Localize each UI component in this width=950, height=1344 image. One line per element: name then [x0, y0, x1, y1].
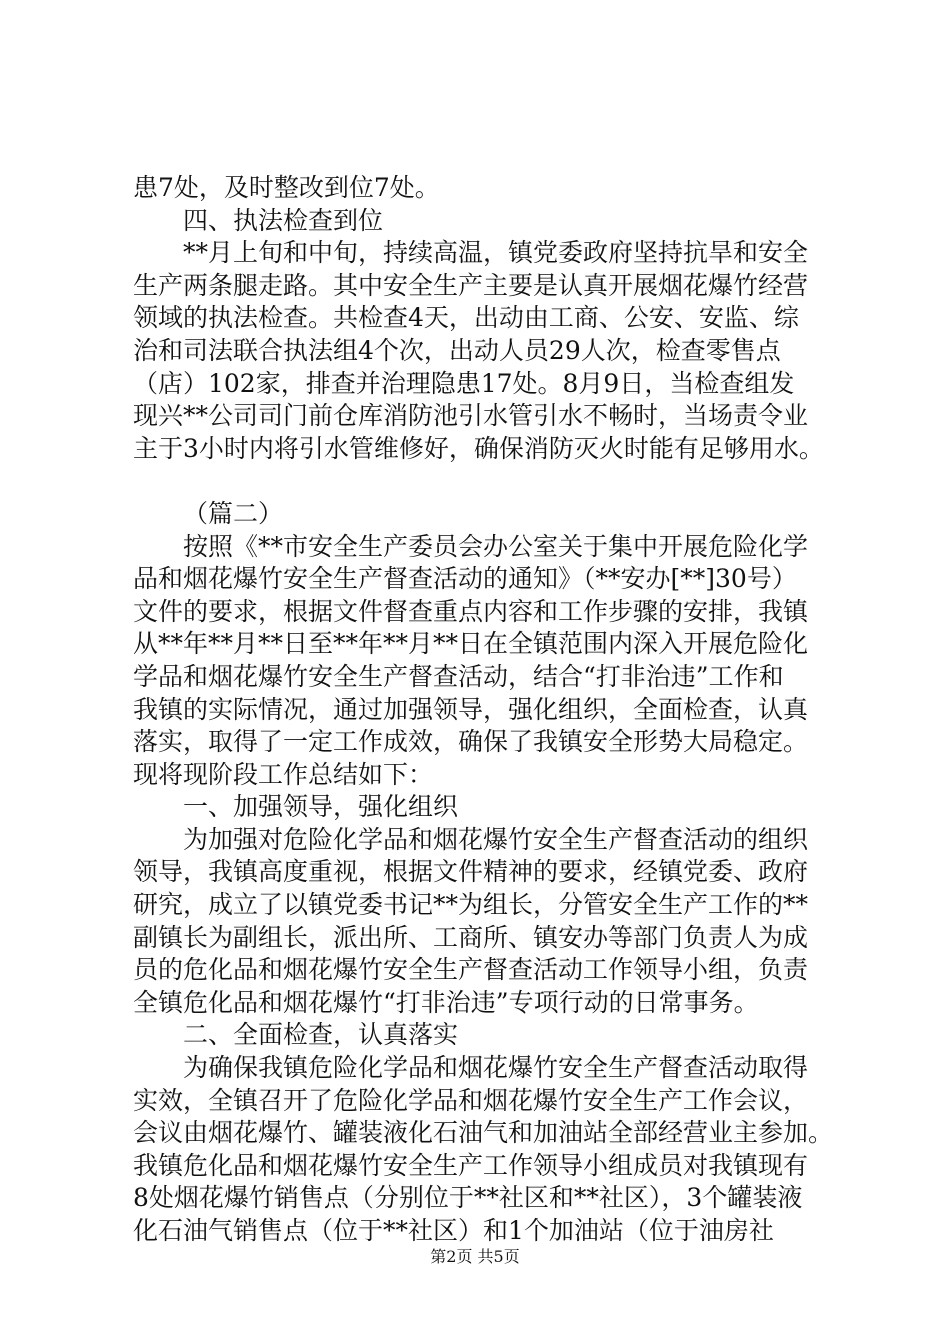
text-line: 现将现阶段工作总结如下： [133, 759, 434, 789]
text-line: 二、全面检查，认真落实 [183, 1020, 459, 1050]
text-line: （店）102家，排查并治理隐患17处。8月9日，当检查组发 [133, 368, 795, 398]
text-line: 文件的要求，根据文件督查重点内容和工作步骤的安排，我镇 [133, 596, 809, 626]
text-line: 治和司法联合执法组4个次，出动人员29人次，检查零售点 [133, 335, 781, 365]
text-line: 化石油气销售点（位于**社区）和1个加油站（位于油房社 [133, 1216, 774, 1245]
text-line: 我镇危化品和烟花爆竹安全生产工作领导小组成员对我镇现有 [133, 1150, 809, 1180]
text-line: 领导，我镇高度重视，根据文件精神的要求，经镇党委、政府 [133, 857, 809, 887]
text-line: 一、加强领导，强化组织 [183, 792, 459, 822]
document-body [133, 172, 833, 1248]
blank-line [133, 465, 833, 498]
text-line: 研究，成立了以镇党委书记**为组长，分管安全生产工作的** [133, 890, 809, 920]
page-footer: 第2页 共5页 [430, 1247, 520, 1266]
text-line: 按照《**市安全生产委员会办公室关于集中开展危险化学 [183, 531, 809, 561]
text-line: 从**年**月**日至**年**月**日在全镇范围内深入开展危险化 [133, 629, 809, 659]
text-line: 全镇危化品和烟花爆竹“打非治违”专项行动的日常事务。 [133, 987, 759, 1017]
text-line: 现兴**公司司门前仓库消防池引水管引水不畅时，当场责令业 [133, 401, 809, 431]
text-line: 会议由烟花爆竹、罐装液化石油气和加油站全部经营业主参加。 [133, 1118, 834, 1148]
text-line: 副镇长为副组长，派出所、工商所、镇安办等部门负责人为成 [133, 922, 809, 952]
text-line: 员的危化品和烟花爆竹安全生产督查活动工作领导小组，负责 [133, 955, 809, 985]
text-line: （篇二） [183, 498, 284, 528]
text-line: 品和烟花爆竹安全生产督查活动的通知》（**安办[**]30号） [133, 564, 797, 594]
text-line: 四、执法检查到位 [183, 205, 384, 235]
text-line: **月上旬和中旬，持续高温，镇党委政府坚持抗旱和安全 [183, 238, 809, 268]
text-line: 学品和烟花爆竹安全生产督查活动，结合“打非治违”工作和 [133, 661, 784, 691]
text-line: 落实，取得了一定工作成效，确保了我镇安全形势大局稳定。 [133, 727, 809, 757]
text-line: 为加强对危险化学品和烟花爆竹安全生产督查活动的组织 [183, 824, 809, 854]
text-line: 我镇的实际情况，通过加强领导，强化组织，全面检查，认真 [133, 694, 809, 724]
text-line: 实效，全镇召开了危险化学品和烟花爆竹安全生产工作会议， [133, 1085, 809, 1115]
text-line: 为确保我镇危险化学品和烟花爆竹安全生产督查活动取得 [183, 1053, 809, 1083]
text-line: 患7处，及时整改到位7处。 [133, 173, 440, 202]
text-line: 主于3小时内将引水管维修好，确保消防灭火时能有足够用水。 [133, 433, 824, 463]
text-line: 生产两条腿走路。其中安全生产主要是认真开展烟花爆竹经营 [133, 270, 809, 300]
text-line: 8处烟花爆竹销售点（分别位于**社区和**社区），3个罐装液 [133, 1183, 803, 1213]
text-line: 领域的执法检查。共检查4天，出动由工商、公安、安监、综 [133, 303, 799, 333]
